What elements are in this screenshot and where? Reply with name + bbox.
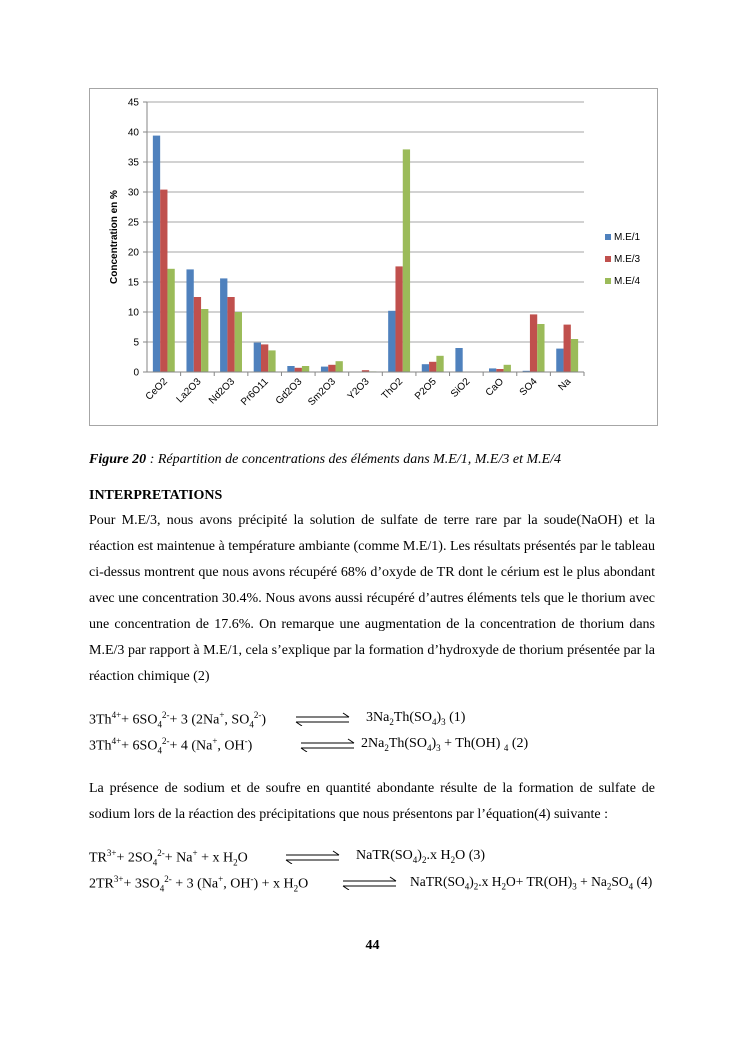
legend-item (605, 226, 640, 248)
x-tick-label: CaO (483, 376, 507, 399)
equation-1-left: $3Th^{4+}+ 6SO_4^{2-}+ 3$ (2Na+, $SO_4^{2-}$) (89, 710, 266, 730)
bar-M.E/1-Sm2O3 (321, 367, 328, 372)
bar-M.E/1-Pr6O11 (254, 343, 261, 372)
bar-M.E/3-La2O3 (194, 297, 201, 372)
legend-label: M.E/1 (614, 231, 641, 243)
bar-M.E/3-Gd2O3 (295, 368, 302, 372)
x-tick-label: CeO2 (143, 376, 170, 403)
y-tick-label: 5 (133, 337, 139, 349)
legend-item (605, 248, 640, 270)
x-tick-label: SO4 (517, 376, 540, 399)
legend-item (605, 270, 640, 292)
chart-frame (89, 88, 658, 426)
equation-4-right: $NaTR(SO_4)_2.x$ $H_2O+ TR(OH)_3 + Na_2SO_4$ (4) (410, 874, 653, 892)
caption-separator: : (146, 452, 158, 467)
y-tick-label: 15 (127, 277, 139, 289)
bar-M.E/4-ThO2 (403, 149, 410, 372)
section-heading: INTERPRETATIONS (89, 488, 223, 503)
paragraph-sodium: La présence de sodium et de soufre en quantité abondante résulte de la formation de sulfate de sodium lors de la réaction des précipitations que nous présentons par l’équation(4) suivante : (89, 781, 655, 822)
bar-M.E/1-SiO2 (455, 348, 462, 372)
y-tick-label: 40 (127, 127, 139, 139)
bar-M.E/4-P2O5 (436, 356, 443, 372)
bar-M.E/3-SO4 (530, 314, 537, 372)
y-tick-label: 10 (127, 307, 139, 319)
bar-M.E/3-P2O5 (429, 362, 436, 372)
x-tick-label: Nd2O3 (206, 376, 238, 407)
bar-M.E/3-CeO2 (160, 190, 167, 372)
x-tick-label: P2O5 (412, 376, 439, 403)
legend-swatch (605, 234, 611, 240)
x-tick-label: SiO2 (448, 376, 473, 400)
equilibrium-arrow-icon (342, 876, 398, 890)
equation-2-right: $2Na_2Th(SO_4)_3 + Th(OH)$ $_4$ (2) (361, 736, 529, 753)
equilibrium-arrow-icon (295, 712, 351, 726)
x-tick-label: Sm2O3 (306, 376, 339, 409)
bar-M.E/1-Na (556, 349, 563, 372)
equilibrium-arrow-icon (300, 738, 356, 752)
bar-M.E/4-La2O3 (201, 309, 208, 372)
bar-M.E/1-Gd2O3 (287, 366, 294, 372)
figure-label: Figure 20 (89, 452, 147, 467)
x-tick-label: Na (556, 376, 574, 394)
bar-M.E/4-Nd2O3 (235, 312, 242, 372)
legend-label: M.E/3 (614, 253, 641, 265)
x-tick-label: Y2O3 (345, 376, 372, 403)
bar-M.E/4-CaO (504, 365, 511, 372)
paragraph-interpretation: Pour M.E/3, nous avons précipité la solution de sulfate de terre rare par la soude(NaOH) et la réaction est maintenue à température ambiante (comme M.E/1). Les résultats présentés par le tableau ci-dessus montrent que nous avons récupéré 68% d’oxyde de TR dont le cérium est le plus abondant avec une concentration 30.4%. Nous avons aussi récupéré d’autres éléments tels que le thorium avec une concentration de 17.6%. On remarque une augmentation de la concentration de thorium dans M.E/3 par rapport à M.E/1, cela s’explique par la formation d’hydroxyde de thorium présentée par la réaction chimique (2) (89, 513, 655, 684)
bar-M.E/1-CeO2 (153, 136, 160, 372)
equation-3-right: $NaTR(SO_4)_2.x$ $H_2O$ (3) (356, 848, 486, 865)
y-tick-label: 30 (127, 187, 139, 199)
caption-text: Répartition de concentrations des éléments dans M.E/1, M.E/3 et M.E/4 (157, 452, 562, 467)
bar-M.E/4-Pr6O11 (268, 350, 275, 372)
y-tick-label: 35 (127, 157, 139, 169)
bar-M.E/4-Na (571, 339, 578, 372)
x-tick-label: La2O3 (174, 376, 204, 406)
y-tick-label: 25 (127, 217, 139, 229)
equation-1-right: $3Na_2Th(SO_4)_3$ (1) (366, 710, 466, 727)
page-number: 44 (365, 938, 380, 953)
bar-M.E/1-La2O3 (186, 269, 193, 372)
equilibrium-arrow-icon (285, 850, 341, 864)
legend-swatch (605, 278, 611, 284)
bar-M.E/4-SO4 (537, 324, 544, 372)
bar-M.E/1-CaO (489, 368, 496, 372)
bar-chart (90, 89, 657, 425)
x-tick-label: ThO2 (379, 376, 406, 402)
legend-label: M.E/4 (614, 275, 641, 287)
bar-M.E/4-CeO2 (167, 269, 174, 372)
x-tick-label: Pr6O11 (239, 376, 271, 408)
bar-M.E/1-ThO2 (388, 311, 395, 372)
bar-M.E/3-Na (564, 325, 571, 372)
figure-caption (89, 452, 561, 468)
bar-M.E/4-Sm2O3 (336, 361, 343, 372)
bar-M.E/1-Nd2O3 (220, 278, 227, 372)
equation-4-left: $2TR^{3+}+ 3SO_4^{2-} + 3$ (Na+, OH-) + x $H_2O$ (89, 874, 309, 894)
y-tick-label: 0 (133, 367, 139, 379)
x-tick-label: Gd2O3 (273, 376, 305, 407)
y-tick-label: 45 (127, 97, 139, 109)
bar-M.E/3-Nd2O3 (227, 297, 234, 372)
y-tick-label: 20 (127, 247, 139, 259)
bar-M.E/3-ThO2 (395, 266, 402, 372)
equation-2-left: $3Th^{4+}+ 6SO_4^{2-}+ 4$ (Na+, OH-) (89, 736, 253, 756)
chart-legend (605, 226, 640, 292)
bar-M.E/3-Sm2O3 (328, 365, 335, 372)
bar-M.E/1-P2O5 (422, 364, 429, 372)
legend-swatch (605, 256, 611, 262)
bar-M.E/4-Gd2O3 (302, 366, 309, 372)
y-axis-label: Concentration en % (109, 190, 120, 284)
equation-3-left: $TR^{3+}+ 2SO_4^{2-}+ Na^+ + x$ $H_2O$ (89, 848, 248, 868)
bar-M.E/3-Pr6O11 (261, 344, 268, 372)
